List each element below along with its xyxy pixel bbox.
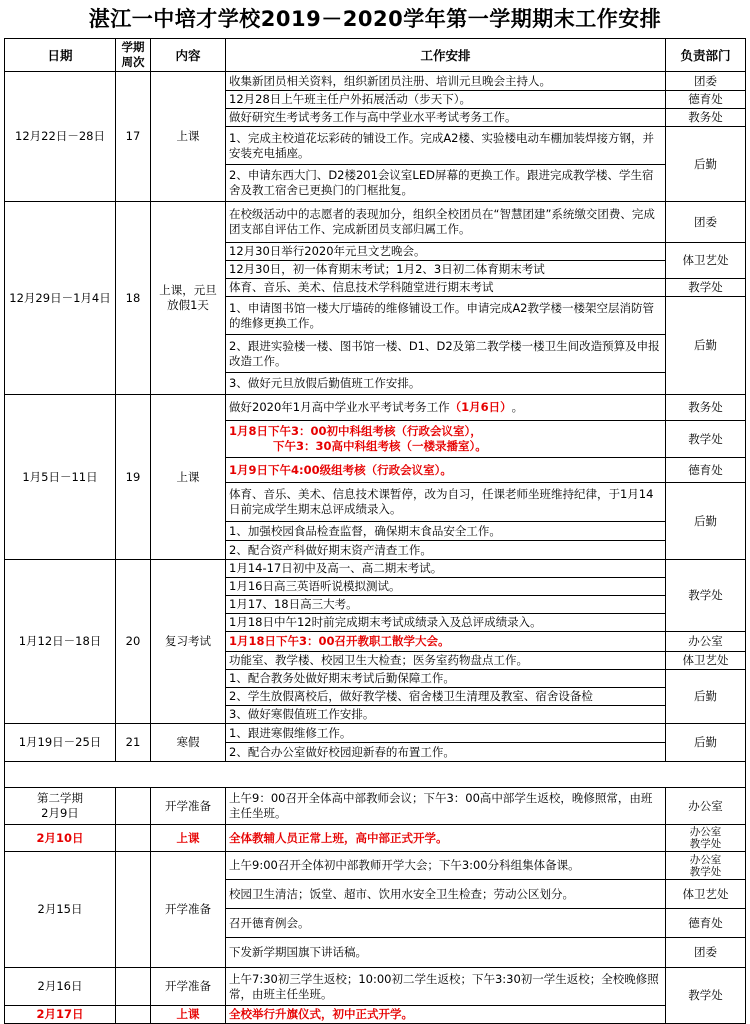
s2-r5-week: [115, 1005, 151, 1024]
week20-item: 1月18日下午3：00召开教职工散学大会。: [225, 631, 666, 652]
week19-item: 1、加强校园食品检查监督，确保期末食品安全工作。: [225, 521, 666, 541]
s2-r2-week: [115, 824, 151, 852]
s2-r3-date: 2月15日: [4, 851, 116, 968]
week18-dept: 团委: [665, 201, 746, 243]
week18-date: 12月29日－1月4日: [4, 201, 116, 395]
week18-content: 上课，元旦放假1天: [150, 201, 226, 395]
week18-item: 在校级活动中的志愿者的表现加分，组织全校团员在“智慧团建”系统缴交团费、完成团支部自评估工作、完成新团员支部归属工作。: [225, 201, 666, 243]
week19-content: 上课: [150, 394, 226, 560]
week19-dept: 教务处: [665, 394, 746, 421]
week20-number: 20: [115, 559, 151, 724]
s2-r4-date: 2月16日: [4, 967, 116, 1006]
s2-r1-content: 开学准备: [150, 787, 226, 825]
week21-content: 寒假: [150, 723, 226, 762]
week18-item: 12月30日，初一体育期末考试；1月2、3日初二体育期末考试: [225, 260, 666, 279]
week17-dept: 教务处: [665, 108, 746, 127]
week19-dept: 后勤: [665, 482, 746, 560]
week20-item: 1月16日高三英语听说模拟测试。: [225, 577, 666, 596]
s2-r2-date: 2月10日: [4, 824, 116, 852]
week20-dept: 办公室: [665, 631, 746, 652]
week19-dept: 德育处: [665, 457, 746, 483]
header-dept: 负责部门: [665, 38, 746, 72]
week17-item: 1、完成主校道花坛彩砖的铺设工作。完成A2楼、实验楼电动车棚加装焊接方钢，并安装充电插座。: [225, 126, 666, 165]
week20-date: 1月12日－18日: [4, 559, 116, 724]
week18-item: 体育、音乐、美术、信息技术学科随堂进行期末考试: [225, 278, 666, 297]
s2-r3-item: 召开德育例会。: [225, 908, 666, 938]
week17-dept: 后勤: [665, 126, 746, 202]
week17-number: 17: [115, 71, 151, 202]
week17-item: 12月28日上午班主任户外拓展活动（步天下）。: [225, 90, 666, 109]
week18-item: 3、做好元旦放假后勤值班工作安排。: [225, 372, 666, 395]
s2-r1-dept: 办公室: [665, 787, 746, 825]
week19-item: 1月8日下午3：00初中科组考核（行政会议室）， 下午3：30高中科组考核（一楼录播室）。: [225, 420, 666, 458]
week19-item: 体育、音乐、美术、信息技术课暂停，改为自习，任课老师坐班维持纪律，于1月14日前完成学生期末总评成绩录入。: [225, 482, 666, 522]
s2-r2-dept: 办公室 教学处: [665, 824, 746, 852]
week18-dept: 教学处: [665, 278, 746, 297]
week21-number: 21: [115, 723, 151, 762]
week20-dept: 教学处: [665, 559, 746, 632]
week20-item: 1月14-17日初中及高一、高二期末考试。: [225, 559, 666, 578]
week18-dept: 后勤: [665, 296, 746, 395]
week19-item: 2、配合资产科做好期末资产清查工作。: [225, 540, 666, 560]
week19-item: 做好2020年1月高中学业水平考试考务工作 （1月6日） 。: [225, 394, 666, 421]
week20-content: 复习考试: [150, 559, 226, 724]
header-date: 日期: [4, 38, 116, 72]
s2-r3-dept: 德育处: [665, 908, 746, 938]
s2-r5-item: 全校举行升旗仪式，初中正式开学。: [225, 1005, 666, 1024]
s2-r4-week: [115, 967, 151, 1006]
week17-dept: 团委: [665, 71, 746, 91]
s2-r3-content: 开学准备: [150, 851, 226, 968]
week18-item: 2、跟进实验楼一楼、图书馆一楼、D1、D2及第二教学楼一楼卫生间改造预算及申报改造工作。: [225, 334, 666, 373]
week17-item: 收集新团员相关资料，组织新团员注册、培训元旦晚会主持人。: [225, 71, 666, 91]
week20-item: 1月18日中午12时前完成期末考试成绩录入及总评成绩录入。: [225, 613, 666, 632]
s2-r1-date: 第二学期 2月9日: [4, 787, 116, 825]
header-week: 学期周次: [115, 38, 151, 72]
s2-r5-date: 2月17日: [4, 1005, 116, 1024]
s2-r5-content: 上课: [150, 1005, 226, 1024]
week19-date: 1月5日－11日: [4, 394, 116, 560]
s2-r4-dept: 教学处: [665, 967, 746, 1024]
week20-item: 3、做好寒假值班工作安排。: [225, 705, 666, 724]
page-title: 湛江一中培才学校2019－2020学年第一学期期末工作安排: [88, 7, 662, 31]
week17-content: 上课: [150, 71, 226, 202]
s2-r1-week: [115, 787, 151, 825]
s2-r1-item: 上午9：00召开全体高中部教师会议；下午3：00高中部学生返校，晚修照常，由班主任坐班。: [225, 787, 666, 825]
week20-dept: 后勤: [665, 669, 746, 724]
s2-r2-content: 上课: [150, 824, 226, 852]
week21-dept: 后勤: [665, 723, 746, 762]
week21-item: 2、配合办公室做好校园迎新春的布置工作。: [225, 742, 666, 762]
week17-dept: 德育处: [665, 90, 746, 109]
s2-r3-item: 下发新学期国旗下讲话稿。: [225, 937, 666, 968]
week19-dept: 教学处: [665, 420, 746, 458]
week18-item: 1、申请图书馆一楼大厅墙砖的维修铺设工作。申请完成A2教学楼一楼架空层消防管的维修更换工作。: [225, 296, 666, 335]
week20-item: 1、配合教务处做好期末考试后勤保障工作。: [225, 669, 666, 688]
week17-item: 2、申请东西大门、D2楼201会议室LED屏幕的更换工作。跟进完成教学楼、学生宿舍及教工宿舍已更换门的门框批复。: [225, 164, 666, 202]
week21-date: 1月19日－25日: [4, 723, 116, 762]
week19-item: 1月9日下午4:00级组考核（行政会议室）。: [225, 457, 666, 483]
s2-r3-dept: 办公室 教学处: [665, 851, 746, 880]
s2-r3-item: 校园卫生清洁；饭堂、超市、饮用水安全卫生检查；劳动公区划分。: [225, 879, 666, 909]
s2-r3-week: [115, 851, 151, 968]
week17-date: 12月22日－28日: [4, 71, 116, 202]
week17-item: 做好研究生考试考务工作与高中学业水平考试考务工作。: [225, 108, 666, 127]
s2-r3-dept: 体卫艺处: [665, 879, 746, 909]
week20-item: 2、学生放假离校后，做好教学楼、宿舍楼卫生清理及教室、宿舍设备检: [225, 687, 666, 706]
week18-dept: 体卫艺处: [665, 242, 746, 279]
s2-r4-content: 开学准备: [150, 967, 226, 1006]
s2-r3-item: 上午9:00召开全体初中部教师开学大会；下午3:00分科组集体备课。: [225, 851, 666, 880]
header-plan: 工作安排: [225, 38, 666, 72]
s2-r2-item: 全体教辅人员正常上班，高中部正式开学。: [225, 824, 666, 852]
week21-item: 1、跟进寒假维修工作。: [225, 723, 666, 743]
spacer-row: [4, 761, 746, 788]
s2-r4-item: 上午7:30初三学生返校；10:00初二学生返校；下午3:30初一学生返校；全校晚修照常，由班主任坐班。: [225, 967, 666, 1006]
s2-r3-dept: 团委: [665, 937, 746, 968]
week18-item: 12月30日举行2020年元旦文艺晚会。: [225, 242, 666, 261]
week20-item: 功能室、教学楼、校园卫生大检查；医务室药物盘点工作。: [225, 651, 666, 670]
week20-dept: 体卫艺处: [665, 651, 746, 670]
week20-item: 1月17、18日高三大考。: [225, 595, 666, 614]
week19-number: 19: [115, 394, 151, 560]
header-content: 内容: [150, 38, 226, 72]
week18-number: 18: [115, 201, 151, 395]
